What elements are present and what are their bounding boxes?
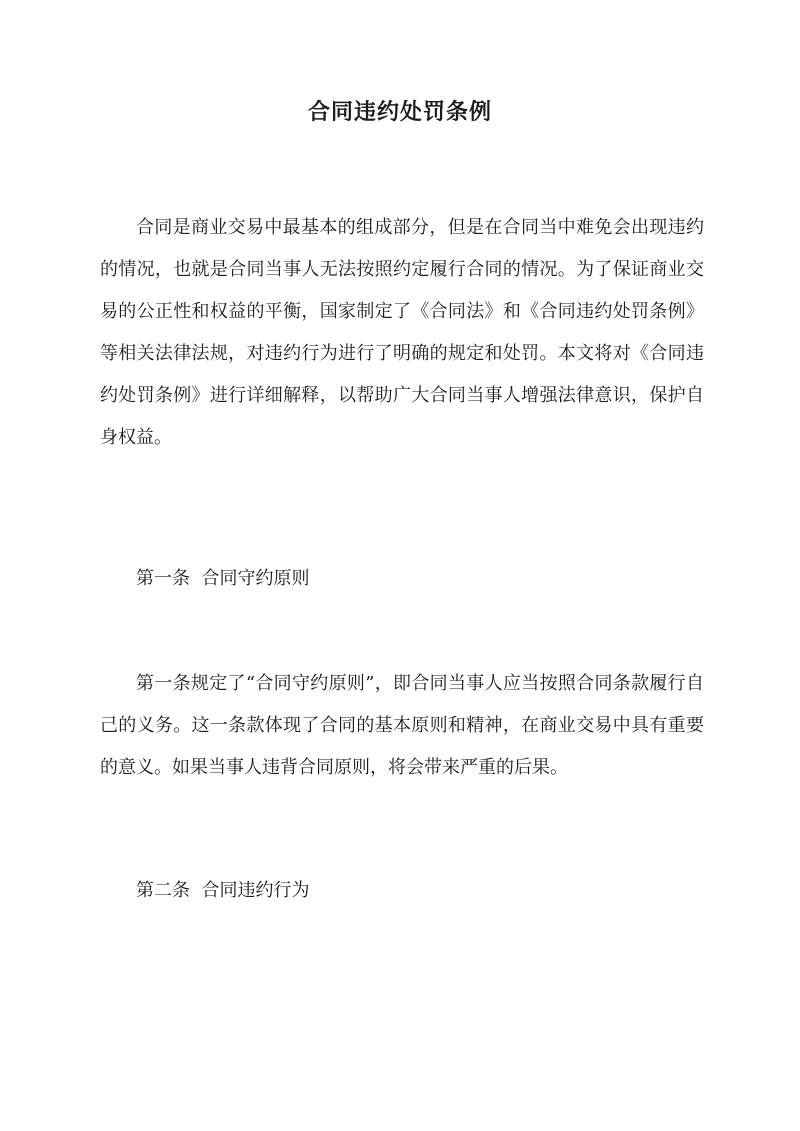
intro-paragraph: 合同是商业交易中最基本的组成部分，但是在合同当中难免会出现违约的情况，也就是合同当事人无法按照约定履行合同的情况。为了保证商业交易的公正性和权益的平衡，国家制定了《合同法》和《合同违约处罚条例》等相关法律法规，对违约行为进行了明确的规定和处罚。本文将对《合同违约处罚条例》进行详细解释，以帮助广大合同当事人增强法律意识，保护自身权益。 <box>100 217 704 448</box>
section-heading-2: 第二条 合同违约行为 <box>136 880 310 901</box>
document-title: 合同违约处罚条例 <box>307 99 492 125</box>
section-1-paragraph: 第一条规定了“合同守约原则”，即合同当事人应当按照合同条款履行自己的义务。这一条款体现了合同的基本原则和精神，在商业交易中具有重要的意义。如果当事人违背合同原则，将会带来严重的后果。 <box>100 673 704 778</box>
section-heading-1: 第一条 合同守约原则 <box>136 568 310 589</box>
